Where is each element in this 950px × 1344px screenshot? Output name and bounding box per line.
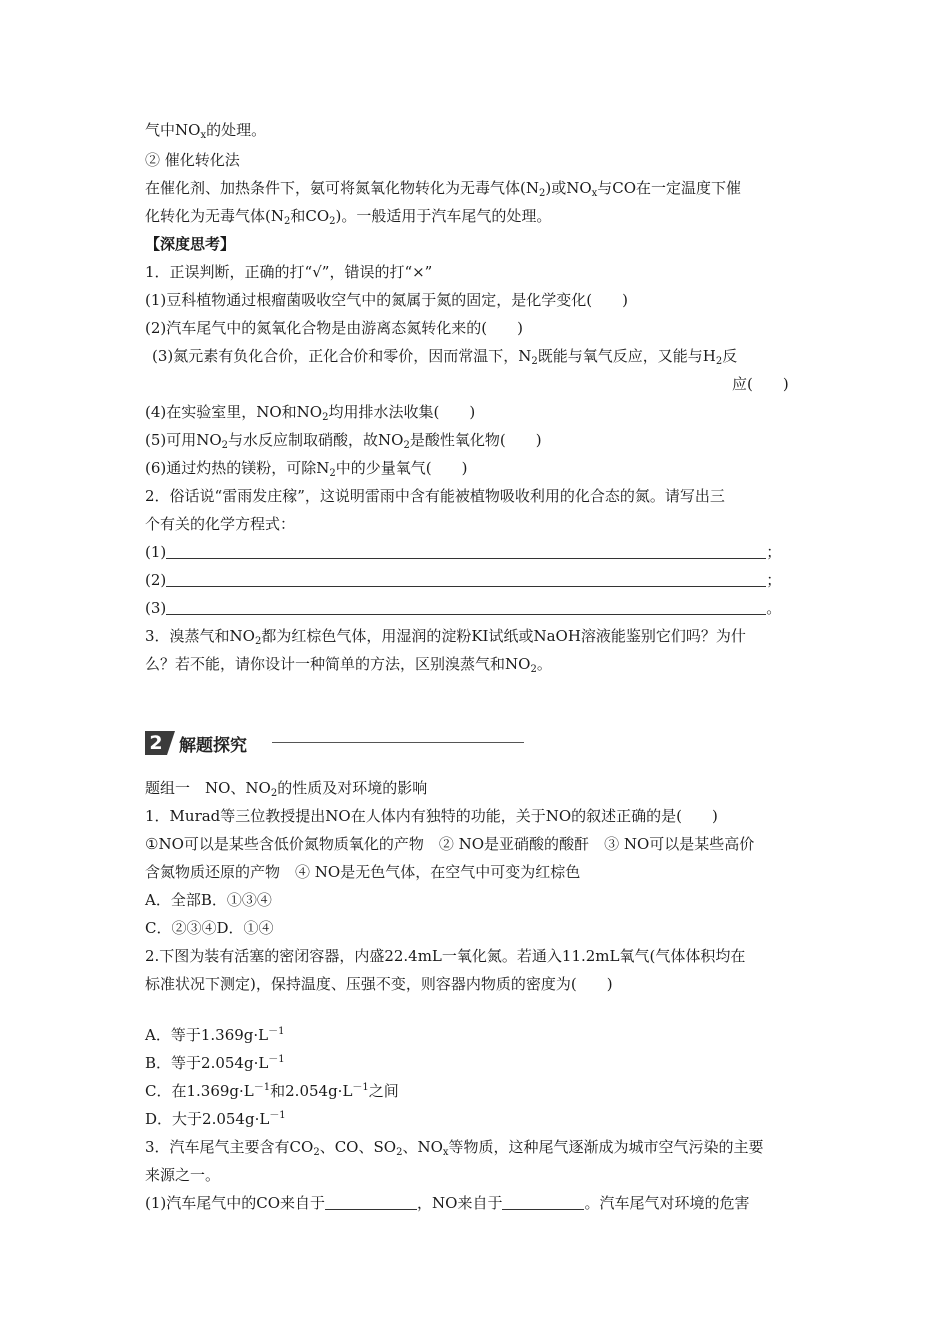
p2-choice-a: A．等于$1.369g\cdot L^{-1}$	[145, 1026, 285, 1044]
method2-line-2: 化转化为无毒气体($N_2$和$CO_2$)。一般适用于汽车尾气的处理。	[145, 207, 552, 227]
p2-line-1: 2.下图为装有活塞的密闭容器，内盛22.4mL一氧化氮。若通入11.2mL氧气(气体体积均在	[145, 947, 746, 965]
q1-item-4: (4)在实验室里，NO和$NO_2$均用排水法收集( )	[145, 403, 476, 423]
method2-title: ② 催化转化法	[145, 151, 240, 169]
p3-line-3[interactable]: (1)汽车尾气中的CO来自于 ，NO来自于 。汽车尾气对环境的危害	[145, 1194, 750, 1212]
p2-choice-d: D．大于$2.054g\cdot L^{-1}$	[145, 1110, 286, 1128]
section-divider	[272, 742, 524, 743]
p2-choice-b: B．等于$2.054g\cdot L^{-1}$	[145, 1054, 285, 1072]
p1-options-line-1: ①NO可以是某些含低价氮物质氧化的产物 ② NO是亚硝酸的酸酐 ③ NO可以是某些高价	[145, 835, 755, 853]
continuation-line: 气中$NO_x$的处理。	[145, 121, 267, 141]
q2-line-2: 个有关的化学方程式：	[145, 515, 296, 533]
q3-line-2: 么？若不能，请你设计一种简单的方法，区别溴蒸气和$NO_2$。	[145, 655, 552, 675]
q2-line-1: 2．俗话说“雷雨发庄稼”，这说明雷雨中含有能被植物吸收利用的化合态的氮。请写出三	[145, 487, 725, 505]
q1-item-3-cont: 应( )	[732, 375, 789, 393]
answer-blank[interactable]	[166, 572, 766, 587]
answer-blank[interactable]	[166, 600, 766, 615]
q1-item-1: (1)豆科植物通过根瘤菌吸收空气中的氮属于氮的固定，是化学变化( )	[145, 291, 628, 309]
p3-line-1: 3．汽车尾气主要含有$CO_2$、CO、$SO_2$、$NO_x$等物质，这种尾气逐渐成为城市空气污染的主要	[145, 1138, 764, 1158]
section-title: 解题探究	[179, 735, 247, 756]
p1-options-line-2: 含氮物质还原的产物 ④ NO是无色气体，在空气中可变为红棕色	[145, 863, 581, 881]
q2-answer-3[interactable]: (3) 。	[145, 599, 782, 617]
method2-line-1: 在催化剂、加热条件下，氨可将氮氧化物转化为无毒气体$(N_2)$或$NO_x$与CO在一定温度下催	[145, 179, 742, 199]
q2-answer-2[interactable]: (2) ；	[145, 571, 782, 589]
answer-blank[interactable]	[502, 1195, 584, 1210]
q1-title: 1．正误判断，正确的打“√”，错误的打“×”	[145, 263, 433, 281]
p1-choice-cd: C．②③④D．①④	[145, 919, 274, 937]
group-title: 题组一 NO、$NO_2$的性质及对环境的影响	[145, 779, 428, 799]
section-header	[145, 730, 247, 756]
answer-blank[interactable]	[325, 1195, 417, 1210]
q1-item-2: (2)汽车尾气中的氮氧化合物是由游离态氮转化来的( )	[145, 319, 523, 337]
deep-thinking-heading: 【深度思考】	[145, 235, 236, 253]
q1-item-3: (3)氮元素有负化合价，正化合价和零价，因而常温下，$N_2$既能与氧气反应，又能与$H_2$反	[152, 347, 738, 367]
p2-line-2: 标准状况下测定)，保持温度、压强不变，则容器内物质的密度为( )	[145, 975, 613, 993]
section-number-badge: 2	[145, 731, 167, 755]
answer-blank[interactable]	[166, 544, 766, 559]
p3-line-2: 来源之一。	[145, 1166, 221, 1184]
q1-item-6: (6)通过灼热的镁粉，可除$N_2$中的少量氧气( )	[145, 459, 468, 479]
q2-answer-1[interactable]: (1) ；	[145, 543, 782, 561]
q1-item-5: (5)可用$NO_2$与水反应制取硝酸，故$NO_2$是酸性氧化物( )	[145, 431, 542, 451]
q3-line-1: 3．溴蒸气和$NO_2$都为红棕色气体，用湿润的淀粉KI试纸或NaOH溶液能鉴别它们吗？为什	[145, 627, 746, 647]
p1-choice-ab: A．全部B．①③④	[145, 891, 272, 909]
p2-choice-c: C．在$1.369g\cdot L^{-1}$和$2.054g\cdot L^{-1}$之间	[145, 1082, 399, 1100]
p1-question: 1．Murad等三位教授提出NO在人体内有独特的功能，关于NO的叙述正确的是( )	[145, 807, 718, 825]
